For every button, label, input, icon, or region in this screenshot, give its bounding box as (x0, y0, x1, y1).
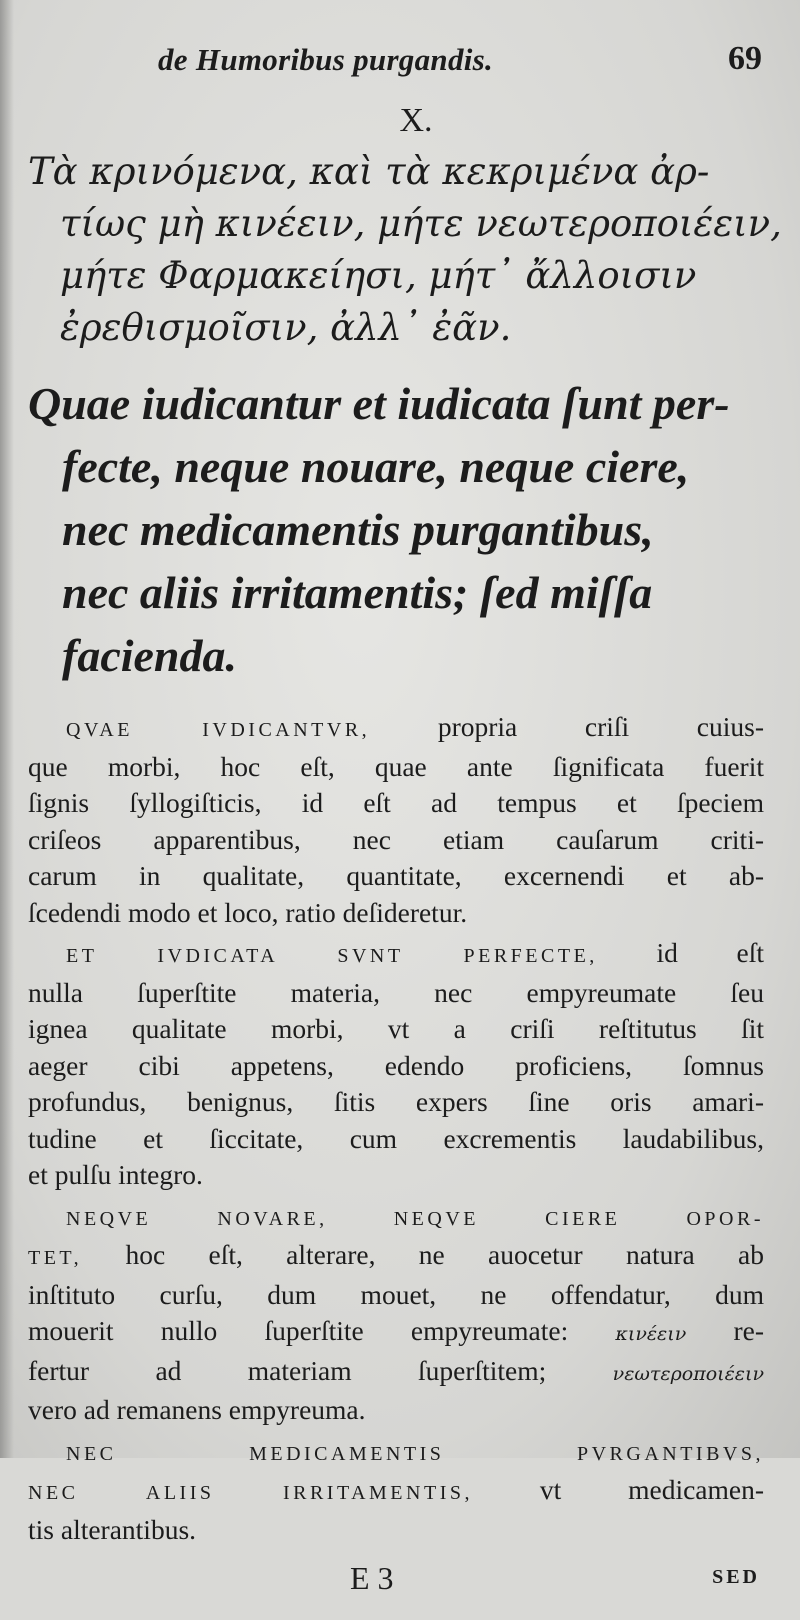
commentary-line (28, 785, 764, 822)
commentary-text: que morbi, hoc eſt, quae ante ſignificata fuerit (28, 750, 764, 782)
commentary-line (28, 709, 764, 749)
small-caps-lemma: NEQVE NOVARE, NEQVE CIERE OPOR- (66, 1207, 764, 1230)
page-number: 69 (728, 40, 762, 77)
small-caps-lemma: TET, (28, 1247, 83, 1269)
page-header (28, 28, 764, 80)
commentary-text: et pulſu integro. (28, 1159, 203, 1190)
small-caps-lemma: NEC MEDICAMENTIS PVRGANTIBVS, (66, 1442, 764, 1465)
commentary-paragraph (28, 709, 764, 931)
commentary-line (28, 858, 764, 895)
commentary-paragraph (28, 1433, 764, 1549)
commentary-line (28, 1198, 764, 1238)
commentary-text: carum in qualitate, quantitate, excernendi et ab- (28, 860, 764, 891)
commentary-text: mouerit nullo ſuperſtite empyreumate: (28, 1315, 616, 1346)
catchword: SED (712, 1566, 760, 1588)
commentary-text: ſignis ſyllogiſticis, id eſt ad tempus et ſpeciem (28, 787, 764, 818)
commentary-line (28, 1048, 764, 1085)
commentary-text: inſtituto curſu, dum mouet, ne offendatur, dum (28, 1278, 764, 1310)
commentary-text: ignea qualitate morbi, vt a criſi reſtitutus ſit (28, 1013, 764, 1044)
commentary-line (28, 822, 764, 859)
commentary-line (28, 1313, 764, 1353)
commentary-paragraph (28, 935, 764, 1194)
signature-mark: E 3 (350, 1560, 394, 1596)
commentary-line (28, 1277, 764, 1314)
running-head: de Humoribus purgandis. (158, 42, 494, 77)
latin-line: fecte, neque nouare, neque ciere, (62, 441, 690, 492)
commentary-text: ſcedendi modo et loco, ratio deſideretur. (28, 896, 468, 928)
commentary-line (28, 935, 764, 975)
commentary-line (28, 1121, 764, 1158)
commentary-text: fertur ad materiam ſuperſtitem; (28, 1354, 613, 1386)
greek-aphorism (28, 146, 782, 354)
greek-line: μήτε Φαρμακείησι, μήτ᾽ ἄλλοισιν (60, 254, 697, 297)
commentary-line (28, 749, 764, 786)
commentary-text: vt medicamen- (472, 1474, 764, 1505)
commentary-line (28, 1472, 764, 1512)
latin-line: nec aliis irritamentis; ſed miſſa (62, 567, 653, 618)
commentary-line (28, 1237, 764, 1277)
commentary-line (28, 975, 764, 1012)
commentary-text: tis alterantibus. (28, 1513, 197, 1545)
commentary (28, 709, 764, 1548)
greek-term: κινέειν (615, 1323, 687, 1345)
latin-aphorism (28, 372, 764, 687)
commentary-line (28, 1011, 764, 1048)
commentary-text: criſeos apparentibus, nec etiam cauſarum criti- (28, 823, 764, 855)
commentary-text: aeger cibi appetens, edendo proficiens, ſomnus (28, 1049, 764, 1081)
commentary-text: id eſt (597, 937, 764, 968)
commentary-line (28, 1157, 764, 1194)
small-caps-lemma: ET IVDICATA SVNT PERFECTE, (66, 945, 598, 967)
greek-line: Τὰ κρινόμενα, καὶ τὰ κεκριμένα ἀρ- (28, 150, 710, 193)
small-caps-lemma: NEC ALIIS IRRITAMENTIS, (28, 1482, 473, 1504)
greek-term: νεωτεροποιέειν (612, 1362, 764, 1385)
page-footer (28, 1560, 764, 1620)
commentary-text: vero ad remanens empyreuma. (28, 1394, 366, 1425)
commentary-text: propria criſi cuius- (370, 711, 764, 742)
latin-line: nec medicamentis purgantibus, (62, 504, 654, 555)
greek-line: τίως μὴ κινέειν, μήτε νεωτεροποιέειν, (60, 202, 782, 245)
commentary-line (28, 1353, 764, 1393)
commentary-text: re- (686, 1315, 764, 1346)
small-caps-lemma: QVAE IVDICANTVR, (66, 719, 371, 741)
commentary-text: nulla ſuperſtite materia, nec empyreumate ſeu (28, 976, 764, 1008)
section-number: X. (399, 102, 433, 139)
latin-line: facienda. (62, 630, 238, 681)
commentary-line (28, 1512, 764, 1549)
commentary-text: hoc eſt, alterare, ne auocetur natura ab (82, 1239, 764, 1270)
latin-line: Quae iudicantur et iudicata ſunt per- (28, 378, 730, 429)
commentary-line (28, 1392, 764, 1429)
commentary-text: profundus, benignus, ſitis expers ſine oris amari- (28, 1086, 764, 1117)
commentary-paragraph (28, 1198, 764, 1429)
commentary-line (28, 1433, 764, 1473)
commentary-line (28, 1084, 764, 1121)
greek-line: ἐρεθισμοῖσιν, ἀλλ᾽ ἐᾶν. (60, 306, 512, 349)
commentary-line (28, 895, 764, 932)
commentary-text: tudine et ſiccitate, cum excrementis laudabilibus, (28, 1122, 764, 1154)
